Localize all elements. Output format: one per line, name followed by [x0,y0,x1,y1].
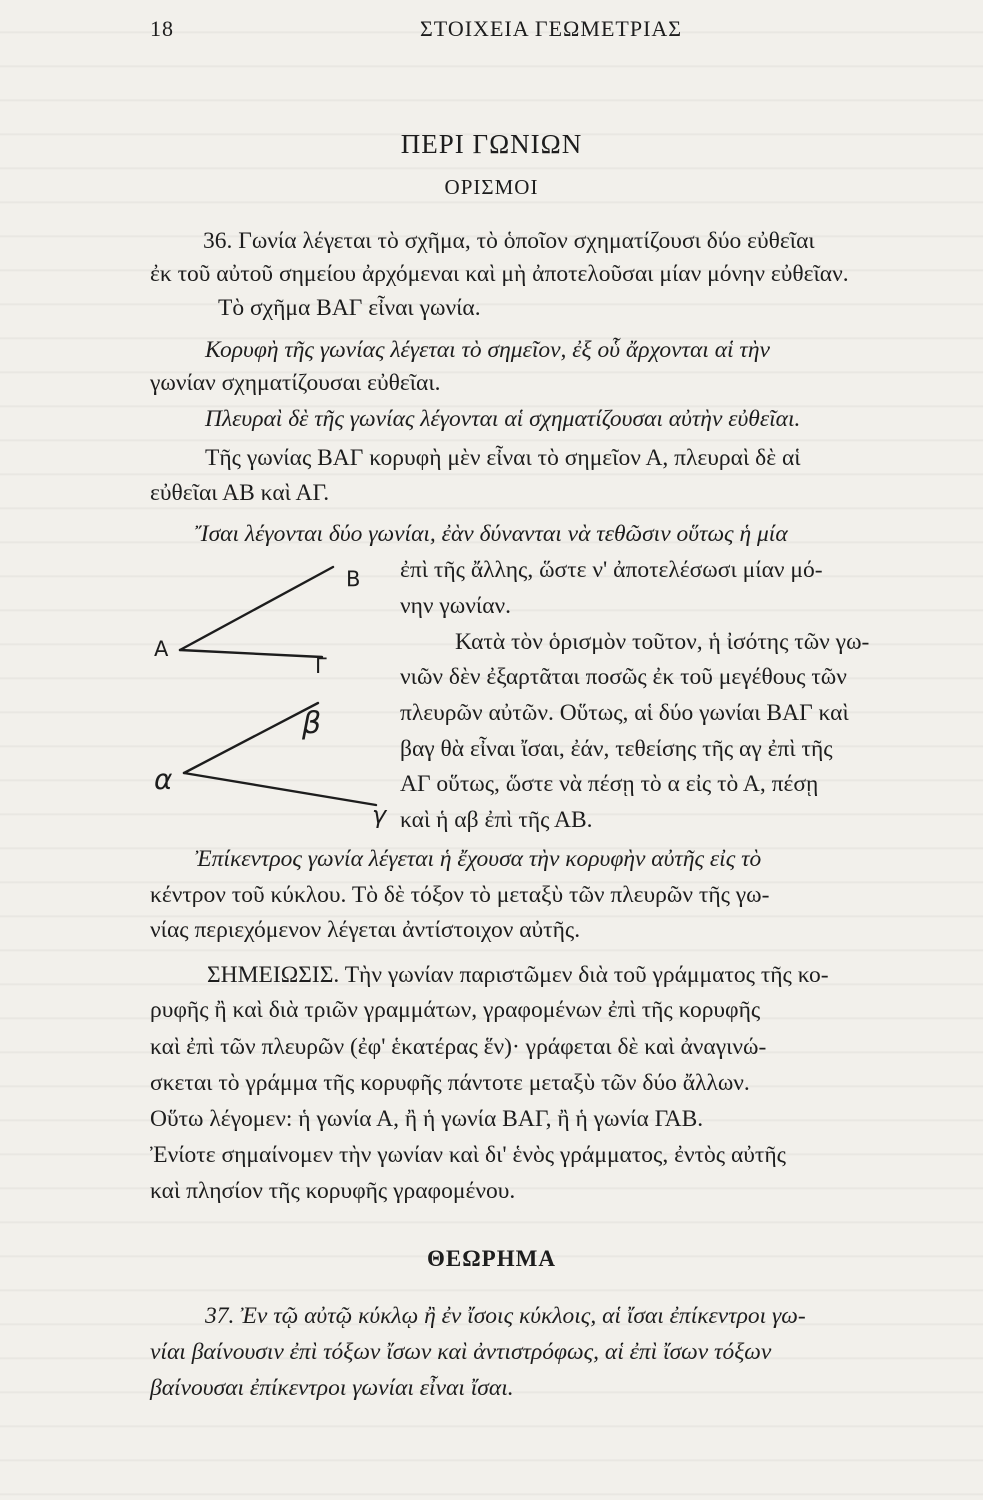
text-line: ΑΓ οὕτως, ὥστε νὰ πέσῃ τὸ α εἰς τὸ Α, πέσῃ [400,771,819,797]
page-header [150,16,933,50]
side-end-label-lower-1: β [302,706,322,741]
side-end-label-upper-1: Β [346,567,361,591]
side-end-label-lower-2: γ [372,801,387,829]
text-line: 37. Ἐν τῷ αὐτῷ κύκλῳ ἢ ἐν ἴσοις κύκλοις, αἱ ἴσαι ἐπίκεντροι γω- [205,1303,806,1329]
subsection-title: ΟΡΙΣΜΟΙ [444,175,539,199]
angle-figure [150,555,395,840]
text-line: Ἐπίκεντρος γωνία λέγεται ἡ ἔχουσα τὴν κορυφὴν αὐτῆς εἰς τὸ [195,846,762,872]
text-line: γωνίαν σχηματίζουσαι εὐθεῖαι. [150,370,441,396]
text-line: ΣΗΜΕΙΩΣΙΣ. Τὴν γωνίαν παριστῶμεν διὰ τοῦ γράμματος τῆς κο- [207,962,829,988]
lower-angle-side-ab [184,703,318,773]
text-line: Κατὰ τὸν ὁρισμὸν τοῦτον, ἡ ἰσότης τῶν γω- [455,629,870,655]
section-title: ΠΕΡΙ ΓΩΝΙΩΝ [400,129,583,159]
text-line: κέντρον τοῦ κύκλου. Τὸ δὲ τόξον τὸ μεταξὺ τῶν πλευρῶν τῆς γω- [150,882,770,908]
text-line: Ἐνίοτε σημαίνομεν τὴν γωνίαν καὶ δι' ἑνὸς γράμματος, ἐντὸς αὐτῆς [150,1142,786,1168]
page-number: 18 [150,16,174,41]
text-line: Κορυφὴ τῆς γωνίας λέγεται τὸ σημεῖον, ἐξ οὗ ἄρχονται αἱ τὴν [205,337,770,363]
theorem-heading: ΘΕΩΡΗΜΑ [427,1246,556,1271]
text-line: νην γωνίαν. [400,593,512,619]
running-title: ΣΤΟΙΧΕΙΑ ΓΕΩΜΕΤΡΙΑΣ [420,16,683,41]
text-line: σκεται τὸ γράμμα τῆς κορυφῆς πάντοτε μεταξὺ τῶν δύο ἄλλων. [150,1070,750,1096]
upper-angle-side-ab [180,567,333,650]
text-line: εὐθεῖαι ΑΒ καὶ ΑΓ. [150,480,330,506]
text-line: Τῆς γωνίας ΒΑΓ κορυφὴ μὲν εἶναι τὸ σημεῖον Α, πλευραὶ δὲ αἱ [205,445,801,471]
text-line: ἐκ τοῦ αὐτοῦ σημείου ἀρχόμεναι καὶ μὴ ἀποτελοῦσαι μίαν μόνην εὐθεῖαν. [150,261,849,287]
vertex-label-lower: α [154,763,173,796]
text-line: Ἴσαι λέγονται δύο γωνίαι, ἐὰν δύνανται νὰ τεθῶσιν οὕτως ἡ μία [195,521,788,547]
text-line: νίαι βαίνουσιν ἐπὶ τόξων ἴσων καὶ ἀντιστρόφως, αἱ ἐπὶ ἴσων τόξων [150,1339,772,1365]
text-line: βαγ θὰ εἶναι ἴσαι, ἐάν, τεθείσης τῆς αγ ἐπὶ τῆς [400,736,833,762]
text-line: Πλευραὶ δὲ τῆς γωνίας λέγονται αἱ σχηματίζουσαι αὐτὴν εὐθεῖαι. [205,406,801,432]
text-line: νιῶν δὲν ἐξαρτᾶται ποσῶς ἐκ τοῦ μεγέθους τῶν [400,664,847,690]
text-line: καὶ ἐπὶ τῶν πλευρῶν (ἐφ' ἑκατέρας ἕν)· γράφεται δὲ καὶ ἀναγινώ- [150,1034,767,1060]
text-line: Οὕτω λέγομεν: ἡ γωνία Α, ἢ ἡ γωνία ΒΑΓ, ἢ ἡ γωνία ΓΑΒ. [150,1106,704,1132]
text-line: βαίνουσαι ἐπίκεντροι γωνίαι εἶναι ἴσαι. [150,1375,514,1401]
text-line: πλευρῶν αὐτῶν. Οὕτως, αἱ δύο γωνίαι ΒΑΓ καὶ [400,700,849,726]
upper-angle-side-ag [180,650,322,657]
text-line: καὶ ἡ αβ ἐπὶ τῆς ΑΒ. [400,807,593,833]
text-line: Τὸ σχῆμα ΒΑΓ εἶναι γωνία. [218,295,481,321]
text-line: νίας περιεχόμενον λέγεται ἀντίστοιχον αὐτῆς. [150,917,581,943]
text-line: ρυφῆς ἢ καὶ διὰ τριῶν γραμμάτων, γραφομένων ἐπὶ τῆς κορυφῆς [150,997,761,1023]
text-line: καὶ πλησίον τῆς κορυφῆς γραφομένου. [150,1178,516,1204]
vertex-label-upper: Α [154,637,169,661]
text-line: ἐπὶ τῆς ἄλλης, ὥστε ν' ἀποτελέσωσι μίαν μό- [400,557,823,583]
side-end-label-upper-2: Γ [315,654,327,678]
lower-angle-side-ag [184,773,376,805]
text-line: 36. Γωνία λέγεται τὸ σχῆμα, τὸ ὁποῖον σχηματίζουσι δύο εὐθεῖαι [203,228,815,254]
